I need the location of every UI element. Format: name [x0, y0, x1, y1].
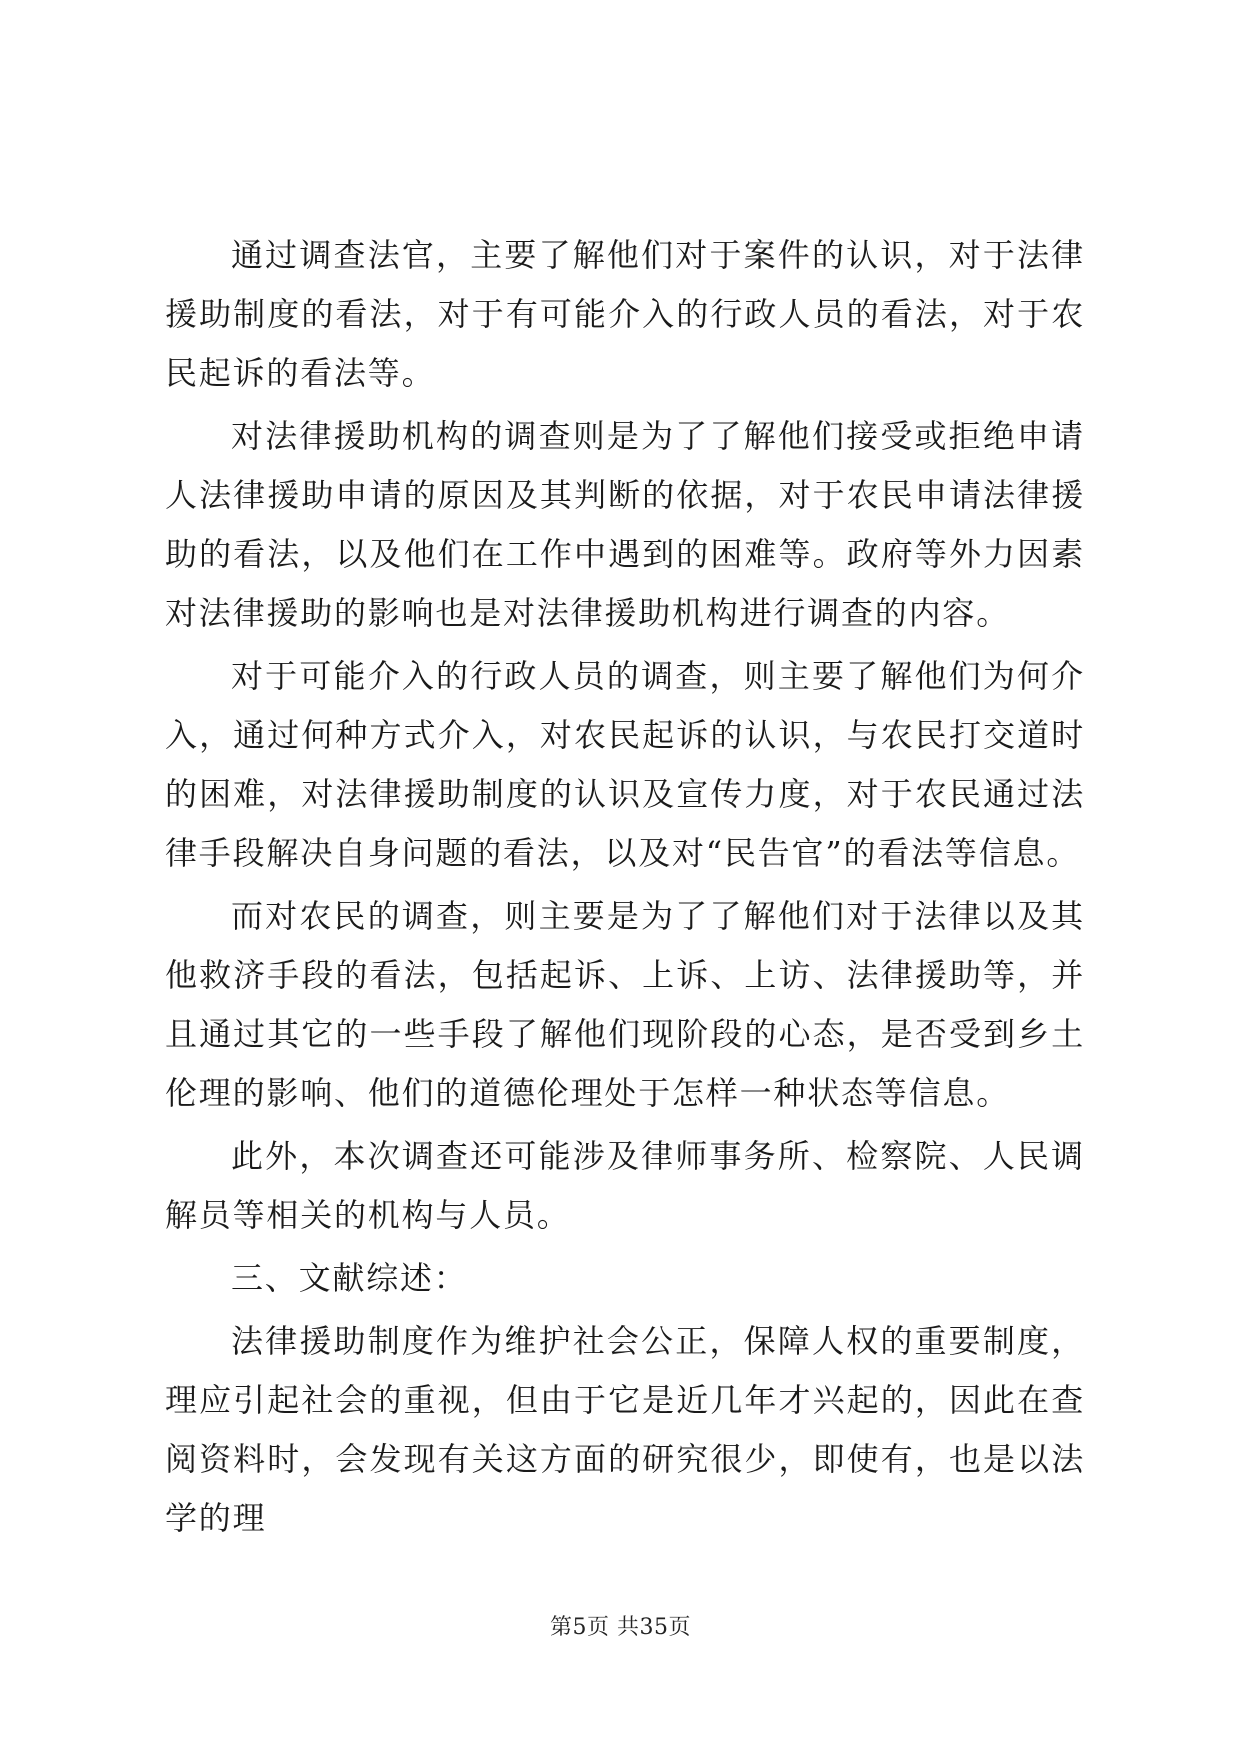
paragraph-officials-survey: 对于可能介入的行政人员的调查，则主要了解他们为何介入，通过何种方式介入，对农民起诉的认识，与农民打交道时的困难，对法律援助制度的认识及宣传力度，对于农民通过法律手段解决自身问题的看法，以及对“民告官”的看法等信息。: [165, 657, 1085, 872]
paragraph-farmers-survey: 而对农民的调查，则主要是为了了解他们对于法律以及其他救济手段的看法，包括起诉、上诉、上访、法律援助等，并且通过其它的一些手段了解他们现阶段的心态，是否受到乡土伦理的影响、他们的道德伦理处于怎样一种状态等信息。: [165, 897, 1085, 1112]
paragraph-other-institutions: 此外，本次调查还可能涉及律师事务所、检察院、人民调解员等相关的机构与人员。: [165, 1137, 1085, 1234]
paragraph-judges-survey: 通过调查法官，主要了解他们对于案件的认识，对于法律援助制度的看法，对于有可能介入的行政人员的看法，对于农民起诉的看法等。: [165, 236, 1085, 392]
page-footer: 第5页 共35页: [550, 1615, 691, 1640]
section-heading-literature-review: 三、文献综述：: [231, 1259, 468, 1297]
paragraph-legal-aid-survey: 对法律援助机构的调查则是为了了解他们接受或拒绝申请人法律援助申请的原因及其判断的依据，对于农民申请法律援助的看法，以及他们在工作中遇到的困难等。政府等外力因素对法律援助的影响也是对法律援助机构进行调查的内容。: [165, 417, 1085, 632]
paragraph-literature-review: 法律援助制度作为维护社会公正，保障人权的重要制度，理应引起社会的重视，但由于它是近几年才兴起的，因此在查阅资料时，会发现有关这方面的研究很少，即使有，也是以法学的理: [165, 1322, 1085, 1537]
body-text: [165, 226, 1085, 1552]
